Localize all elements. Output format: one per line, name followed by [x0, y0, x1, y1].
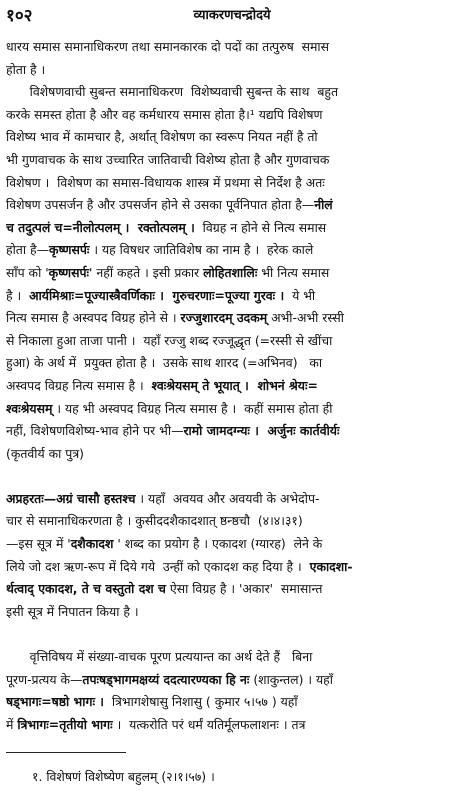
bold-example-text: रज्जुशारदम् उदकम्: [180, 310, 268, 326]
text-line: [6, 59, 458, 82]
bold-example-text: कृष्णसर्पः: [48, 264, 90, 280]
text-line: [6, 149, 458, 172]
body-text: अभी-अभी रस्सी: [267, 310, 344, 326]
text-line: [6, 510, 458, 533]
text-line: [6, 646, 458, 669]
body-text: । यह भी अस्वपद विग्रह नित्य समास है । कहीं समास होता ही: [52, 400, 333, 416]
text-line: [6, 623, 458, 646]
body-text: । यत्करोति परं धर्मं यतिर्मूलफलाशनः । तत्र: [112, 716, 306, 732]
text-line: [6, 669, 458, 692]
body-text: चार से समानाधिकरणता है । कुसीददशैकादशात् ष्ठन्ष्ठचौ (४।४।३१): [6, 513, 303, 529]
text-line: [6, 465, 458, 488]
body-text: होता है—: [6, 242, 49, 258]
bold-example-text: तपःषड्भागमक्षय्यं ददत्यारण्यका हि नः: [82, 671, 250, 687]
bold-example-text: श्वःश्रेयसम्: [6, 400, 53, 416]
body-text: विग्रह न होने से नित्य समास: [194, 219, 327, 235]
text-line: [6, 601, 458, 624]
body-text: भी गुणवाचक के साथ उच्चारित जातिवाची विशेष्य होता है और गुणवाचक: [6, 151, 330, 167]
body-text: ये भी: [284, 287, 316, 303]
bold-example-text: त्रिभागः=तृतीयो भागः: [17, 716, 113, 732]
text-line: [6, 330, 458, 353]
bold-example-text: रामो जामदग्न्यः । अर्जुनः कार्तवीर्यः: [183, 423, 340, 439]
text-line: [6, 714, 458, 737]
text-line: [6, 691, 458, 714]
body-text: ऐसा विग्रह है । 'अकार' समासान्त: [165, 581, 323, 597]
body-text: से निकाला हुआ ताजा पानी । यहाँ रज्जु शब्द रज्जूद्धृत (=रस्सी से खींचा: [6, 332, 333, 348]
text-line: [6, 420, 458, 443]
body-text: (शाकुन्तल) । यहाँ: [249, 671, 333, 687]
text-line: [6, 533, 458, 556]
text-line: [6, 556, 458, 579]
body-text: विशेषण । विशेषण का समास-विधायक शास्त्र में प्रथमा से निर्देश है अतः: [6, 174, 325, 190]
bold-example-text: श्वःश्रेयसम् ते भूयात् । शोभनं श्रेयः=: [151, 377, 318, 393]
text-line: [6, 398, 458, 421]
body-text: त्रिभागशेषासु निशासु ( कुमार ५।५७ ) यहाँ: [103, 694, 298, 710]
body-text: —इस सूत्र में ': [6, 536, 71, 552]
running-title: व्याकरणचन्द्रोदये: [193, 8, 271, 23]
text-line: [6, 104, 458, 127]
text-line: [6, 239, 458, 262]
body-text: (कृतवीर्य का पुत्र): [6, 445, 85, 461]
text-line: [6, 443, 458, 466]
bold-example-text: लोहितशालिः: [203, 264, 258, 280]
text-line: [6, 217, 458, 240]
body-text: पूरण-प्रत्यय के—: [6, 671, 83, 687]
text-line: [6, 81, 458, 104]
text-line: [6, 36, 458, 59]
text-line: [6, 578, 458, 601]
body-text: नित्य समास है अस्वपद विग्रह होने से ।: [6, 310, 181, 326]
text-line: [6, 352, 458, 375]
bold-example-text: दशैकादश: [70, 536, 114, 552]
body-text: हुआ) के अर्थ में प्रयुक्त होता है । उसके साथ शारद (=अभिनव) का: [6, 355, 323, 371]
body-text: विशेषण उपसर्जन है और उपसर्जन होने से उसका पूर्वनिपात होता है—: [6, 197, 315, 213]
text-line: [6, 126, 458, 149]
body-text: । यहाँ अवयव और अवयवी के अभेदोप-: [135, 490, 320, 506]
body-text: वृत्तिविषय में संख्या-वाचक पूरण प्रत्ययान्त का अर्थ देते हैं बिना: [6, 649, 313, 665]
body-text: नहीं, विशेषणविशेष्य-भाव होने पर भी—: [6, 423, 184, 439]
text-line: [6, 488, 458, 511]
body-text: भी नित्य समास: [257, 264, 330, 280]
bold-example-text: आर्यमिश्राः=पूज्यास्त्रैवर्णिकाः । गुरुचरणाः=पूज्या गुरवः ।: [29, 287, 285, 303]
body-text: अस्वपद विग्रह नित्य समास है ।: [6, 377, 152, 393]
footnote: १. विशेषणं विशेष्येण बहुलम् (२।१।५७) ।: [32, 769, 215, 784]
footnote-separator: [6, 752, 126, 753]
text-line: [6, 375, 458, 398]
text-line: [6, 194, 458, 217]
body-text: है ।: [6, 287, 30, 303]
page-body-text: [6, 36, 458, 736]
text-line: [6, 172, 458, 195]
bold-example-text: अप्रहरतः—अग्रं चासौ हस्तश्च: [6, 490, 136, 506]
body-text: इसी सूत्र में निपातन किया है ।: [6, 603, 139, 619]
body-text: विशेष्य भाव में कामचार है, अर्थात् विशेषण का स्वरूप नियत नहीं है तो: [6, 129, 318, 145]
bold-example-text: कृष्णसर्पः: [48, 242, 90, 258]
body-text: लिये जो दश ऋण-रूप में दिये गये उन्हीं को एकादश कह दिया है ।: [6, 558, 310, 574]
body-text: धारय समास समानाधिकरण तथा समानकारक दो पदों का तत्पुरुष समास: [6, 39, 330, 54]
body-text: विशेषणवाची सुबन्त समानाधिकरण विशेष्यवाची सुबन्त के साथ बहुत: [6, 84, 339, 100]
bold-example-text: एकादशा-: [309, 558, 353, 574]
body-text: होता है ।: [6, 61, 46, 77]
text-line: [6, 262, 458, 285]
bold-example-text: नीलं: [314, 197, 333, 213]
bold-example-text: षड्भागः=षष्ठो भागः ।: [6, 694, 104, 710]
body-text: साँप को ': [6, 264, 49, 280]
body-text: में: [6, 716, 18, 732]
text-line: [6, 285, 458, 308]
bold-example-text: च तदुत्पलं च=नीलोत्पलम् । रक्तोत्पलम् ।: [6, 219, 195, 235]
page-header: [6, 3, 458, 27]
page-number: १०२: [6, 6, 33, 26]
body-text: करके समस्त होता है और वह कर्मधारय समास होता है।¹ यद्यपि विशेषण: [6, 106, 323, 122]
body-text: ' शब्द का प्रयोग है । एकादश (ग्यारह) लेने के: [113, 536, 323, 552]
body-text: ' नहीं कहते । इसी प्रकार: [89, 264, 204, 280]
text-line: [6, 307, 458, 330]
body-text: । यह विषधर जातिविशेष का नाम है । हरेक काले: [89, 242, 314, 258]
bold-example-text: र्थत्वाद् एकादश, ते च वस्तुतो दश च: [6, 581, 166, 597]
